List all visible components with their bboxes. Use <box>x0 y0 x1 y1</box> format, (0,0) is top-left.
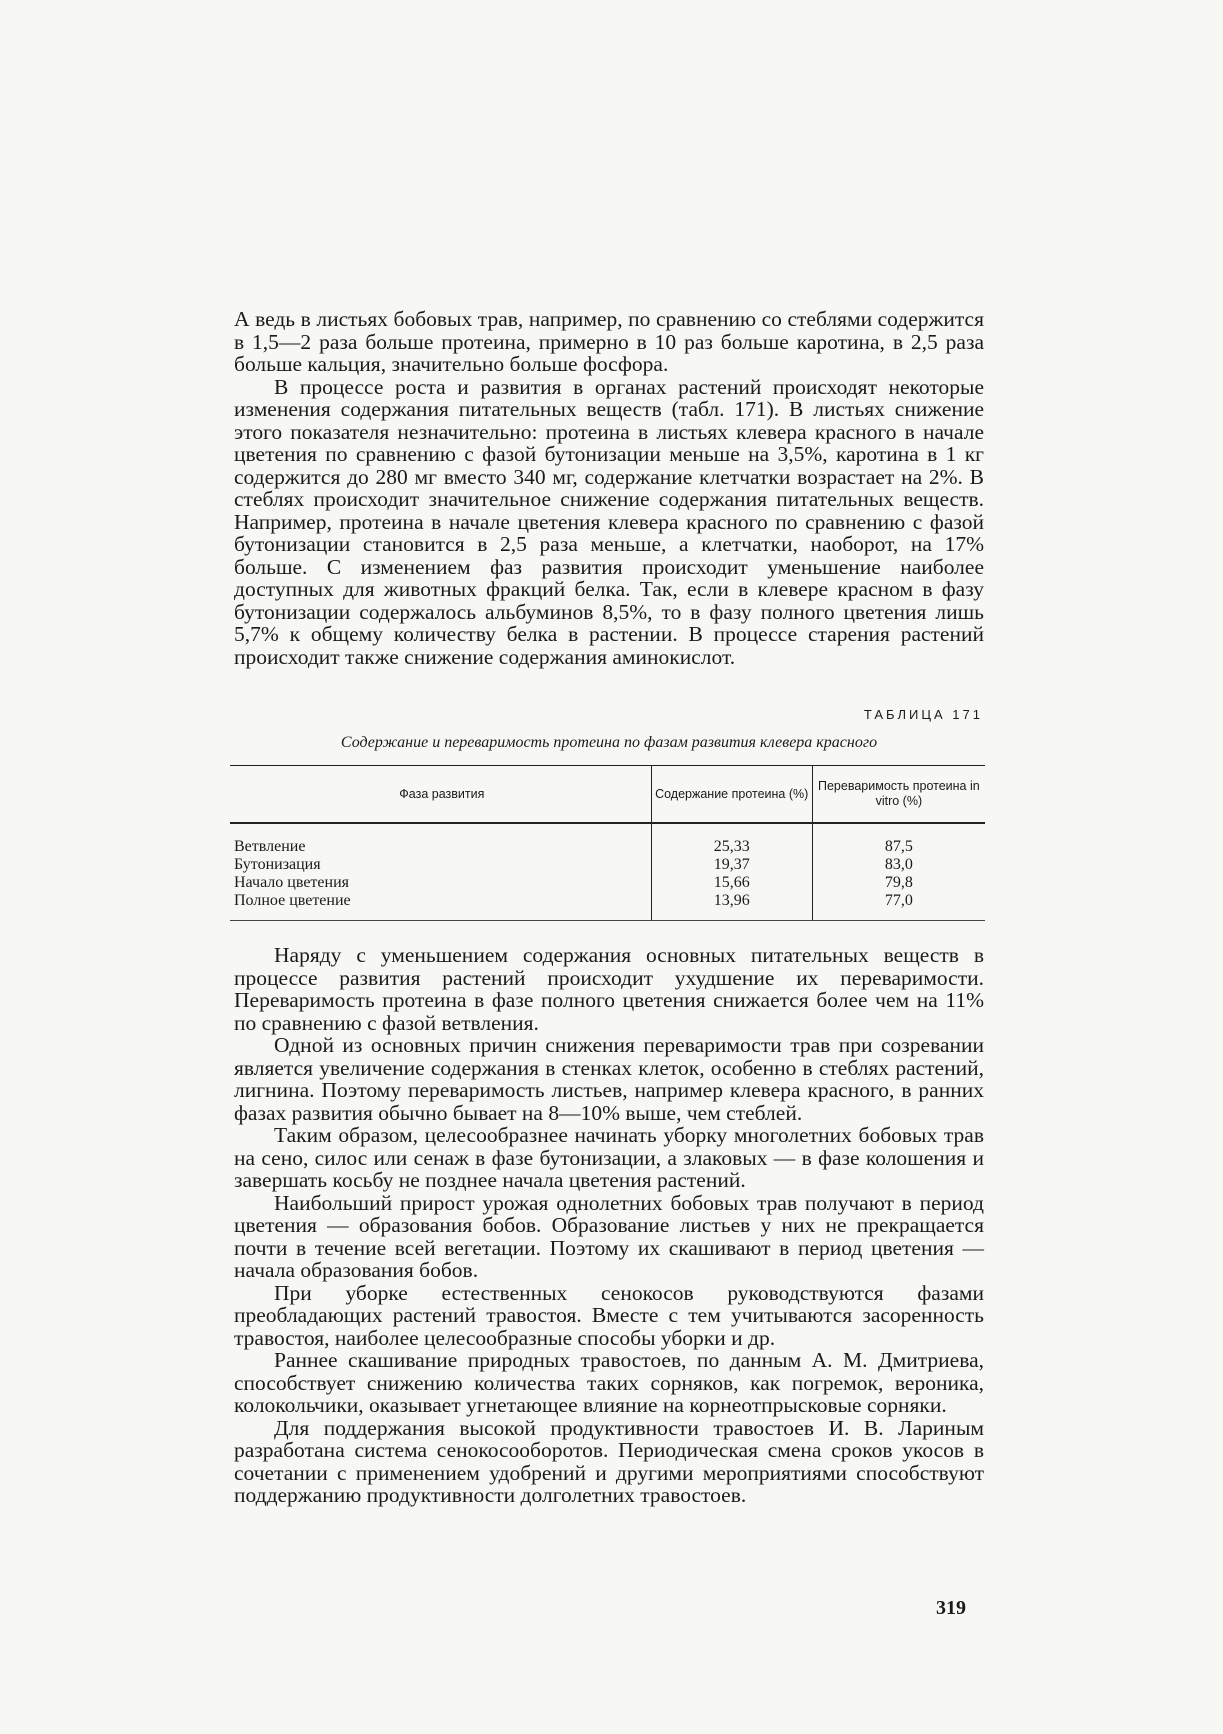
paragraph-5: Таким образом, целесообразнее начинать уборку многолетних бобовых трав на сено, силос или сенаж в фазе бутонизации, а злаковых — в фазе колошения и завершать косьбу не позднее начала цветения растений. <box>234 1123 984 1192</box>
cell-phase: Бутонизация <box>234 856 321 873</box>
cell-digestibility: 83,0 <box>812 856 985 874</box>
paragraph-9: Для поддержания высокой продуктивности травостоев И. В. Лариным разработана система сенокосооборотов. Периодическая смена сроков укосов в сочетании с применением удобрений и другими мероприятиями способствуют поддержанию продуктивности долголетних травостоев. <box>234 1415 984 1507</box>
paragraph-4: Одной из основных причин снижения переваримости трав при созревании является увеличение содержания в стенках клеток, особенно в стеблях растений, лигнина. Поэтому переваримость листьев, например клевера красного, в ранних фазах развития обычно бывает на 8—10% выше, чем стеблей. <box>234 1033 984 1125</box>
text-block-bottom <box>234 944 984 1507</box>
cell-protein: 19,37 <box>651 856 812 874</box>
page-number: 319 <box>936 1597 966 1619</box>
text-block-top <box>234 308 984 668</box>
cell-digestibility: 79,8 <box>812 874 985 892</box>
paragraph-3: Наряду с уменьшением содержания основных питательных веществ в процессе развития растений происходит ухудшение их переваримости. Переваримость протеина в фазе полного цветения снижается более чем на 11% по сравнению с фазой ветвления. <box>234 943 984 1035</box>
cell-digestibility: 87,5 <box>812 838 985 856</box>
protein-table <box>230 765 985 921</box>
cell-phase: Начало цветения <box>234 874 349 891</box>
table-caption: Содержание и переваримость протеина по фазам развития клевера красного <box>340 734 878 751</box>
paragraph-7: При уборке естественных сенокосов руководствуются фазами преобладающих растений травостоя. Вместе с тем учитываются засоренность травостоя, наиболее целесообразные способы уборки и др. <box>234 1280 984 1350</box>
table-row <box>230 838 985 856</box>
paragraph-2: В процессе роста и развития в органах растений происходят некоторые изменения содержания питательных веществ (табл. 171). В листьях снижение этого показателя незначительно: протеина в листьях клевера красного в начале цветения по сравнению с фазой бутонизации меньше на 3,5%, каротина в 1 кг содержится до 280 мг вместо 340 мг, содержание клетчатки возрастает на 2%. В стеблях происходит значительное снижение содержания питательных веществ. Например, протеина в начале цветения клевера красного по сравнению с фазой бутонизации становится в 2,5 раза меньше, а клетчатки, наоборот, на 17% больше. С изменением фаз развития происходит уменьшение наиболее доступных для животных фракций белка. Так, если в клевере красном в фазу бутонизации содержалось альбуминов 8,5%, то в фазу полного цветения лишь 5,7% к общему количеству белка в растении. В процессе старения растений происходит также снижение содержания аминокислот. <box>234 374 984 669</box>
cell-phase: Ветвление <box>234 838 306 855</box>
paragraph-8: Раннее скашивание природных травостоев, по данным А. М. Дмитриева, способствует снижению количества таких сорняков, как погремок, вероника, колокольчики, оказывает угнетающее влияние на корнеотпрысковые сорняки. <box>234 1348 984 1417</box>
paragraph-6: Наибольший прирост урожая однолетних бобовых трав получают в период цветения — образования бобов. Образование листьев у них не прекращается почти в течение всей вегетации. Поэтому их скашивают в период цветения — начала образования бобов. <box>234 1190 984 1282</box>
table-label: ТАБЛИЦА 171 <box>863 707 983 722</box>
cell-digestibility: 77,0 <box>812 892 985 910</box>
cell-phase: Полное цветение <box>234 892 351 909</box>
cell-protein: 15,66 <box>651 874 812 892</box>
table-row <box>230 892 985 910</box>
table-row <box>230 874 985 892</box>
header-protein-digestibility: Переваримость протеина in vitro (%) <box>812 766 985 824</box>
table-row <box>230 856 985 874</box>
cell-protein: 25,33 <box>651 838 812 856</box>
paragraph-1: А ведь в листьях бобовых трав, например, по сравнению со стеблями содержится в 1,5—2 раза больше протеина, примерно в 10 раз больше каротина, в 2,5 раза больше кальция, значительно больше фосфора. <box>234 307 984 376</box>
header-phase: Фаза развития <box>230 766 651 824</box>
table-header-row <box>230 766 985 824</box>
cell-protein: 13,96 <box>651 892 812 910</box>
header-protein-content: Содержание протеина (%) <box>651 766 812 824</box>
